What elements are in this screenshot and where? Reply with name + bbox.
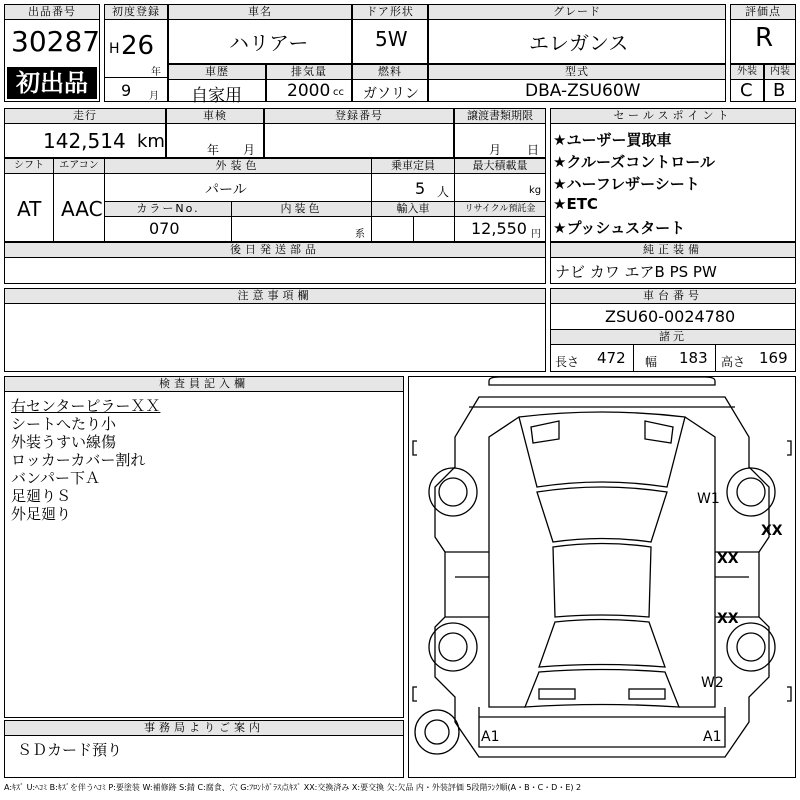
notes-label: 注意事項欄 (5, 289, 545, 304)
transfer-label: 譲渡書類期限 (455, 109, 545, 124)
equipment-label: 純正装備 (551, 243, 795, 258)
inspector-line: シートへたり小 (11, 415, 117, 433)
mark-w1: W1 (697, 491, 720, 507)
grade-cell (428, 4, 726, 64)
shift-label: シフト (5, 159, 53, 174)
displacement-label: 排気量 (267, 65, 351, 80)
ac: AAC (61, 197, 103, 221)
height-label: 高さ (721, 355, 746, 369)
mark-a1-right: A1 (703, 729, 722, 745)
load-label: 最大積載量 (455, 159, 545, 174)
mark-xx-upper: XX (717, 551, 739, 567)
transfer-day-unit: 日 (527, 143, 540, 157)
car-diagram (408, 376, 796, 778)
selling-points-label: セールスポイント (551, 109, 795, 124)
car-name-label: 車名 (169, 5, 351, 20)
capacity-label: 乗車定員 (372, 159, 454, 174)
first-reg-label: 初度登録 (105, 5, 167, 20)
shift: AT (17, 197, 42, 221)
inspection-cell (166, 108, 264, 158)
displacement: 2000 (287, 81, 331, 101)
capacity-unit: 人 (437, 185, 450, 199)
interior-color-label: 内装色 (232, 202, 371, 217)
color-no: 070 (149, 219, 180, 238)
mileage-label: 走行 (5, 109, 165, 124)
width-label: 幅 (645, 355, 658, 369)
chassis-label: 車台番号 (551, 289, 795, 304)
inspection-month-unit: 月 (243, 143, 256, 157)
exterior-label: 外装 (731, 65, 763, 80)
selling-point-item: ★ハーフレザーシート (553, 175, 700, 193)
selling-point-item: ★ユーザー買取車 (553, 131, 672, 149)
inspector-line: ロッカーカバー割れ (11, 451, 146, 469)
reg-month: 9 (121, 81, 132, 100)
history: 自家用 (191, 86, 242, 106)
selling-point-item: ★クルーズコントロール (553, 153, 715, 171)
grade-label: グレード (429, 5, 725, 20)
mark-xx-lower: XX (717, 611, 739, 627)
selling-point-item: ★プッシュスタート (553, 219, 686, 237)
exterior-grade: C (740, 80, 753, 101)
model: DBA-ZSU60W (525, 81, 641, 101)
office-label: 事務局よりご案内 (5, 721, 403, 736)
recycle-label: リサイクル預託金 (455, 202, 545, 217)
registration-cell (264, 108, 454, 158)
inspector-line: 右センターピラーＸＸ (11, 397, 161, 415)
displacement-cell (266, 64, 352, 102)
door-cell (352, 4, 428, 64)
load-unit: kg (529, 185, 542, 196)
mileage-cell (4, 108, 166, 158)
mileage-unit: km (137, 131, 165, 152)
score-cell (730, 4, 796, 64)
exterior-grade-cell (730, 64, 764, 102)
lot-label: 出品番号 (5, 5, 99, 20)
dims-label: 諸元 (551, 330, 795, 345)
inspector-line: バンパー下Ａ (11, 469, 100, 487)
equipment-value: ナビ カワ エアB PS PW (555, 263, 717, 281)
mileage-value: 142,514 (43, 129, 126, 153)
score-label: 評価点 (731, 5, 795, 20)
height: 169 (759, 349, 788, 367)
interior-color-unit: 系 (355, 229, 365, 240)
interior-label: 内装 (765, 65, 795, 80)
legend: A:ｷｽﾞ U:ﾍｺﾐ B:ｷｽﾞを伴うﾍｺﾐ P:要塗装 W:補修跡 S:錆 C:腐食、穴 G:ﾌﾛﾝﾄｶﾞﾗｽ点ｷｽﾞ XX:交換済み X:要交換 欠:欠品 内・外装評価 5段階ﾗﾝｸ順(A・B・C・D・E) 2 (4, 783, 582, 792)
length-label: 長さ (555, 355, 580, 369)
year-unit: 年 (151, 67, 161, 78)
door-label: ドア形状 (353, 5, 427, 20)
score: R (755, 23, 774, 53)
car-outline-diagram (409, 377, 795, 777)
recycle: 12,550 (471, 219, 527, 238)
interior-grade: B (773, 80, 786, 101)
notes-cell (4, 288, 546, 372)
interior-grade-cell (764, 64, 796, 102)
inspection-label: 車検 (167, 109, 263, 124)
fuel-label: 燃料 (353, 65, 427, 80)
door-type: 5W (375, 27, 408, 51)
length: 472 (597, 349, 626, 367)
transfer-cell (454, 108, 546, 158)
model-cell (428, 64, 726, 102)
later-parts-label: 後日発送部品 (5, 243, 545, 258)
capacity: 5 (415, 179, 426, 198)
inspector-line: 外装うすい線傷 (11, 433, 117, 451)
history-cell (168, 64, 266, 106)
office-cell (4, 720, 404, 778)
inspection-year-unit: 年 (207, 143, 220, 157)
reg-year: 26 (121, 31, 155, 61)
inspector-label: 検査員記入欄 (5, 377, 403, 392)
chassis-cell (550, 288, 796, 372)
model-label: 型式 (429, 65, 725, 80)
car-name: ハリアー (229, 31, 309, 55)
inspector-line: 外足廻り (11, 505, 72, 523)
selling-point-item: ★ETC (553, 195, 598, 213)
transfer-month-unit: 月 (489, 143, 502, 157)
first-listing-badge: 初出品 (7, 67, 97, 99)
inspector-line: 足廻りＳ (11, 487, 72, 505)
color-no-label: カラーNo. (105, 202, 231, 217)
chassis-number: ZSU60-0024780 (605, 307, 736, 326)
office-text: ＳＤカード預り (17, 741, 123, 759)
specs-table (4, 158, 546, 242)
equipment-cell (550, 242, 796, 284)
fuel: ガソリン (363, 86, 419, 102)
car-name-cell (168, 4, 352, 64)
grade: エレガンス (529, 31, 629, 55)
later-parts-cell (4, 242, 546, 284)
lot-cell (4, 4, 100, 102)
month-unit: 月 (149, 91, 159, 102)
era: H (109, 41, 120, 57)
header-table (4, 4, 796, 106)
first-reg-cell (104, 4, 168, 102)
history-label: 車歴 (169, 65, 265, 80)
color-label: 外装色 (105, 159, 371, 174)
mark-w2: W2 (701, 675, 724, 691)
import-label: 輸入車 (372, 202, 454, 217)
registration-label: 登録番号 (265, 109, 453, 124)
exterior-color: パール (205, 182, 247, 198)
displacement-unit: cc (333, 87, 344, 98)
width: 183 (679, 349, 708, 367)
fuel-cell (352, 64, 428, 102)
inspector-cell (4, 376, 404, 718)
selling-points-cell (550, 108, 796, 242)
mark-a1-left: A1 (481, 729, 500, 745)
recycle-unit: 円 (531, 229, 541, 240)
mark-xx-right: XX (761, 523, 783, 539)
ac-label: エアコン (54, 159, 104, 174)
lot-number: 30287 (11, 25, 101, 58)
